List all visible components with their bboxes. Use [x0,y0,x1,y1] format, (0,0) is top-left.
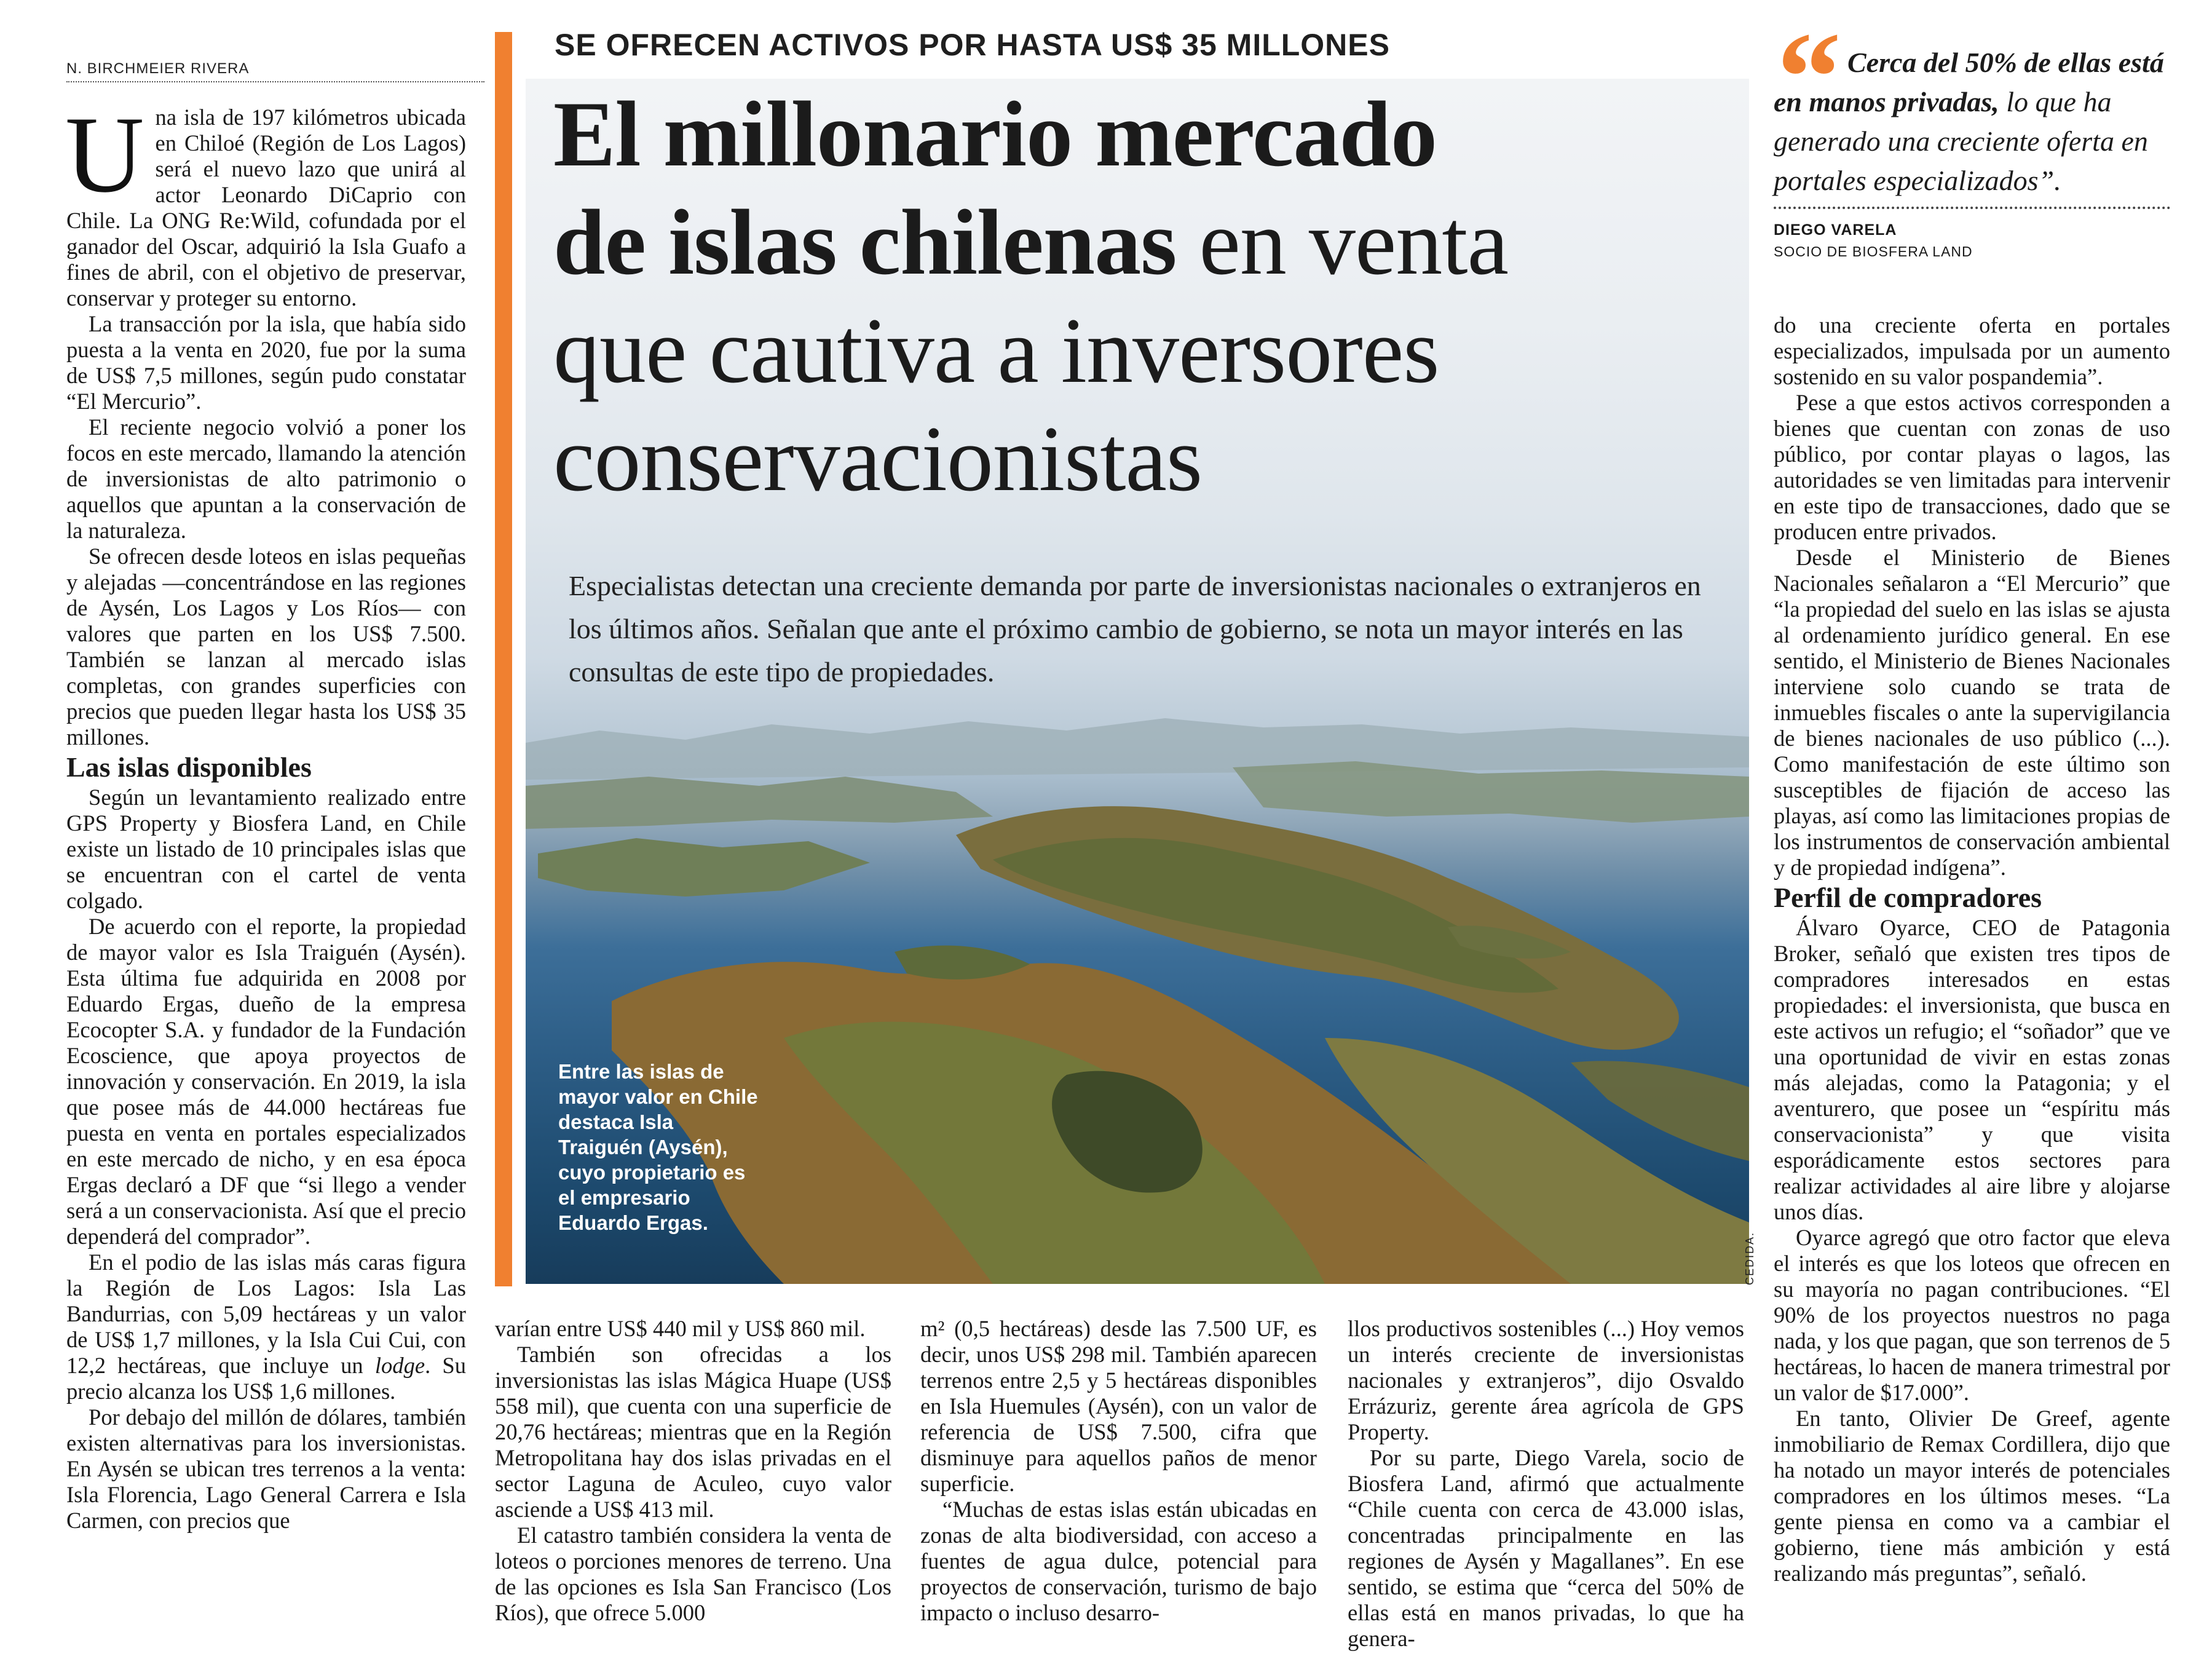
paragraph: Pese a que estos activos corresponden a bienes que cuentan con zonas de uso público, por contar playas o lagos, las autoridades se ven limitadas para intervenir en este tipo de transacciones, dado que se producen entre privados. [1774,390,2170,544]
column-4 [1348,1316,1744,1652]
paragraph: m² (0,5 hectáreas) desde las 7.500 UF, es decir, unos US$ 298 mil. También aparecen terrenos entre 2,5 y 5 hectáreas disponibles en Isla Huemules (Aysén), con un valor de referencia de US$ 7.500, cifra que disminuye para aquellos paños de menor superficie. [920,1316,1317,1496]
column-5 [1774,312,2170,1586]
paragraph-text: En el podio de las islas más caras figura la Región de Los Lagos: Isla Las Bandurrias, con 5,09 hectáreas y un valor de US$ 1,7 millones, y la Isla Cui Cui, con 12,2 hectáreas, que incluye un [66,1249,466,1378]
paragraph-text: na isla de 197 kilómetros ubicada en Chiloé (Región de Los Lagos) será el nuevo lazo que unirá al actor Leonardo DiCaprio con Chile. La ONG Re:Wild, cofundada por el ganador del Oscar, adquirió la Isla Guafo a fines de abril, con el objetivo de preservar, conservar y proteger su entorno. [66,105,466,311]
paragraph: En tanto, Olivier De Greef, agente inmobiliario de Remax Cordillera, dijo que ha notado un mayor interés de potenciales compradores en los últimos meses. “La gente piensa en como va a cambiar el gobierno, tiene más ambición y está realizando más preguntas”, señaló. [1774,1406,2170,1586]
paragraph: “Muchas de estas islas están ubicadas en zonas de alta biodiversidad, con acceso a fuentes de agua dulce, potencial para proyectos de conservación, turismo de bajo impacto o incluso desarro- [920,1497,1317,1625]
paragraph: Se ofrecen desde loteos en islas pequeñas y alejadas —concentrándose en las regiones de Aysén, Los Lagos y Los Ríos— con valores que parten en los US$ 7.500. También se lanzan al mercado islas completas, con grandes superficies con precios que pueden llegar hasta los US$ 35 millones. [66,544,466,750]
paragraph: Oyarce agregó que otro factor que eleva el interés es que los loteos que ofrecen en su mayoría no pagan contribuciones. “El 90% de los proyectos nuestros no paga nada, y los que pagan, que son terrenos de 5 hectáreas, lo hacen de manera trimestral por un valor de $17.000”. [1774,1225,2171,1405]
quote-author-role: SOCIO DE BIOSFERA LAND [1774,244,1973,259]
italic-word: lodge [374,1353,425,1378]
drop-cap: U [65,93,144,215]
paragraph: Por debajo del millón de dólares, también existen alternativas para los inversionistas. En Aysén se ubican tres terrenos a la venta: Isla Florencia, Lago General Carrera e Isla Carmen, con precios que [66,1404,466,1533]
quote-divider [1774,207,2170,209]
headline-line-4: conservacionistas [553,407,1203,510]
subhead-perfil: Perfil de compradores [1774,882,2042,913]
paragraph [65,93,466,311]
headline-line-3: que cautiva a inversores [553,299,1439,402]
column-3 [920,1316,1317,1626]
paragraph: llos productivos sostenibles (...) Hoy vemos un interés creciente de inversionistas nacionales y extranjeros”, dijo Osvaldo Errázuriz, gerente área agrícola de GPS Property. [1348,1316,1744,1444]
photo-credit: CEDIDA. [1744,1231,1756,1285]
quote-author-name: DIEGO VARELA [1774,221,1897,239]
subhead-las-islas: Las islas disponibles [66,751,312,783]
paragraph: De acuerdo con el reporte, la propiedad de mayor valor es Isla Traiguén (Aysén). Esta última fue adquirida en 2008 por Eduardo Ergas, dueño de la empresa Ecocopter S.A. y fundador de la Fundación Ecoscience, que apoya proyectos de innovación y conservación. En 2019, la isla que posee más de 44.000 hectáreas fue puesta en venta en portales especializados en este mercado de nicho, y en esa época Ergas declaró a DF que “si llego a vender será a un conservacionista. Así que el precio dependerá del comprador”. [66,914,466,1249]
headline-line-2 [553,188,1721,296]
paragraph-text: . Su precio alcanza los US$ 1,6 millones. [66,1353,467,1404]
paragraph [66,1249,466,1404]
kicker: SE OFRECEN ACTIVOS POR HASTA US$ 35 MILLONES [555,28,1390,62]
deck: Especialistas detectan una creciente demanda por parte de inversionistas nacionales o extranjeros en los últimos años. Señalan que ante el próximo cambio de gobierno, se nota un mayor interés en las consultas de este tipo de propiedades. [569,570,1701,687]
paragraph: El catastro también considera la venta de loteos o porciones menores de terreno. Una de las opciones es Isla San Francisco (Los Ríos), que ofrece 5.000 [495,1522,891,1625]
paragraph: También son ofrecidas a los inversionistas las islas Mágica Huape (US$ 558 mil), que cuenta con una superficie de 20,76 hectáreas; mientras que en la Región Metropolitana hay dos islas privadas en el sector Laguna de Aculeo, cuyo valor asciende a US$ 413 mil. [495,1342,891,1522]
accent-bar [495,32,512,1286]
paragraph: do una creciente oferta en portales especializados, impulsada por un aumento sostenido en su valor pospandemia”. [1774,312,2170,389]
pull-quote [1774,43,2192,200]
headline-bold-part: de islas chilenas [553,191,1177,294]
pull-quote-bold: Cerca del 50% de ellas está en manos privadas, [1774,47,2164,117]
paragraph: Por su parte, Diego Varela, socio de Biosfera Land, afirmó que actualmente “Chile cuenta con cerca de 43.000 islas, concentradas principalmente en las regiones de Aysén y Magallanes”. En ese sentido, se estima que “cerca del 50% de ellas está en manos privadas, lo que ha genera- [1348,1445,1744,1651]
headline [553,80,1721,513]
headline-line-1 [553,80,1721,188]
photo-caption: Entre las islas de mayor valor en Chile destaca Isla Traiguén (Aysén), cuyo propietario es el empresario Eduardo Ergas. [558,1060,758,1234]
paragraph: Álvaro Oyarce, CEO de Patagonia Broker, señaló que existen tres tipos de compradores interesados en estas propiedades: el inversionista, que busca en este activos un refugio; el “soñador” que ve una oportunidad de vivir en estas zonas más alejadas, como la Patagonia; y el aventurero, que posee un “espíritu más conservacionista” y que visita esporádicamente estos sectores para realizar actividades al aire libre y alojarse unos días. [1774,915,2170,1224]
byline: N. BIRCHMEIER RIVERA [66,60,484,82]
column-2 [495,1316,891,1626]
quote-mark-icon: “ [1777,6,1841,149]
paragraph: varían entre US$ 440 mil y US$ 860 mil. [495,1316,866,1341]
paragraph: Desde el Ministerio de Bienes Nacionales señalaron a “El Mercurio” que “la propiedad del suelo en las islas se ajusta al ordenamiento jurídico general. En ese sentido, el Ministerio de Bienes Nacionales interviene solo cuando se trata de inmuebles fiscales o ante la supervigilancia de bienes nacionales de uso público (...). Como manifestación de este último son susceptibles de fijación de acceso las playas, así como las limitaciones propias de los instrumentos de conservación ambiental y de propiedad indígena”. [1774,545,2170,880]
headline-light-part: en venta [1176,191,1509,294]
headline-bold-part: El millonario mercado [553,82,1437,186]
column-1 [65,93,467,1534]
paragraph: Según un levantamiento realizado entre GPS Property y Biosfera Land, en Chile existe un listado de 10 principales islas que se encuentran con el cartel de venta colgado. [66,785,466,913]
pull-quote-text: lo que ha generado una creciente oferta en portales especializados”. [1774,86,2148,196]
paragraph: La transacción por la isla, que había sido puesta a la venta en 2020, fue por la suma de US$ 7,5 millones, según pudo constatar “El Mercurio”. [66,311,466,414]
paragraph: El reciente negocio volvió a poner los focos en este mercado, llamando la atención de inversionistas de alto patrimonio o aquellos que apuntan a la conservación de la naturaleza. [66,414,466,543]
